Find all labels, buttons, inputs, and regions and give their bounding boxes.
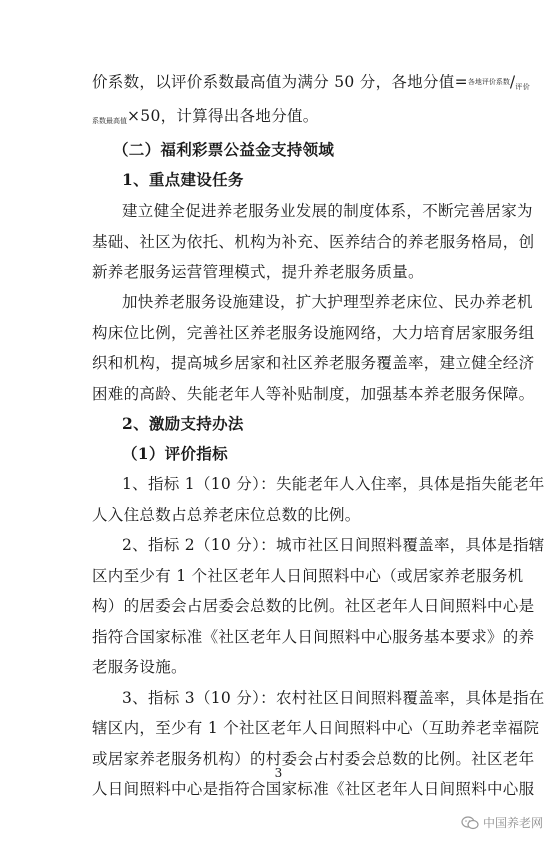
text-line: 辖区内，至少有 1 个社区老年人日间照料中心（互助养老幸福院 xyxy=(92,719,540,737)
section-heading: （二）福利彩票公益金支持领域 xyxy=(113,140,335,159)
text-line xyxy=(92,106,512,131)
fraction-numerator: 各地评价系数 xyxy=(467,78,510,86)
watermark xyxy=(461,814,543,831)
fraction-slash: / xyxy=(509,73,516,91)
text-line: 人日间照料中心是指符合国家标准《社区老年人日间照料中心服 xyxy=(92,780,535,798)
text-line: 或居家养老服务机构）的村委会占村委会总数的比例。社区老年 xyxy=(92,750,535,768)
text-line: 构床位比例，完善社区养老服务设施网络，大力培育居家服务组 xyxy=(92,324,535,342)
text-line: 困难的高龄、失能老年人等补贴制度，加强基本养老服务保障。 xyxy=(92,385,535,403)
text-line: 老服务设施。 xyxy=(92,658,187,676)
page-number: 3 xyxy=(274,766,283,780)
text-line: 构）的居委会占居委会总数的比例。社区老年人日间照料中心是 xyxy=(92,597,535,615)
text-line: 人入住总数占总养老床位总数的比例。 xyxy=(92,506,361,524)
line-text: ×50，计算得出各地分值。 xyxy=(127,107,319,125)
text-line: 1、指标 1（10 分）：失能老年人入住率，具体是指失能老年 xyxy=(122,475,545,493)
text-line: 加快养老服务设施建设，扩大护理型养老床位、民办养老机 xyxy=(122,293,533,311)
subsection-heading: （1）评价指标 xyxy=(122,444,228,463)
line-text: 价系数，以评价系数最高值为满分 50 分，各地分值= xyxy=(92,73,468,91)
text-line: 2、指标 2（10 分）：城市社区日间照料覆盖率，具体是指辖 xyxy=(122,536,545,554)
text-line: 织和机构，提高城乡居家和社区养老服务覆盖率，建立健全经济 xyxy=(92,354,535,372)
watermark-text: 中国养老网 xyxy=(482,816,543,830)
text-line: 基础、社区为依托、机构为补充、医养结合的养老服务格局，创 xyxy=(92,233,535,251)
wechat-logo-icon xyxy=(461,816,479,830)
text-line: 区内至少有 1 个社区老年人日间照料中心（或居家养老服务机 xyxy=(92,567,524,585)
text-line: 建立健全促进养老服务业发展的制度体系，不断完善居家为 xyxy=(122,202,533,220)
fraction-label: 评价 xyxy=(515,83,531,91)
fraction-denominator: 系数最高值 xyxy=(92,117,127,125)
subsection-heading: 1、重点建设任务 xyxy=(122,170,244,189)
text-line: 指符合国家标准《社区老年人日间照料中心服务基本要求》的养 xyxy=(92,628,535,646)
text-line xyxy=(92,72,531,97)
text-line: 3、指标 3（10 分）：农村社区日间照料覆盖率，具体是指在 xyxy=(122,689,545,707)
subsection-heading: 2、激励支持办法 xyxy=(122,414,244,433)
text-line: 新养老服务运营管理模式，提升养老服务质量。 xyxy=(92,263,424,281)
